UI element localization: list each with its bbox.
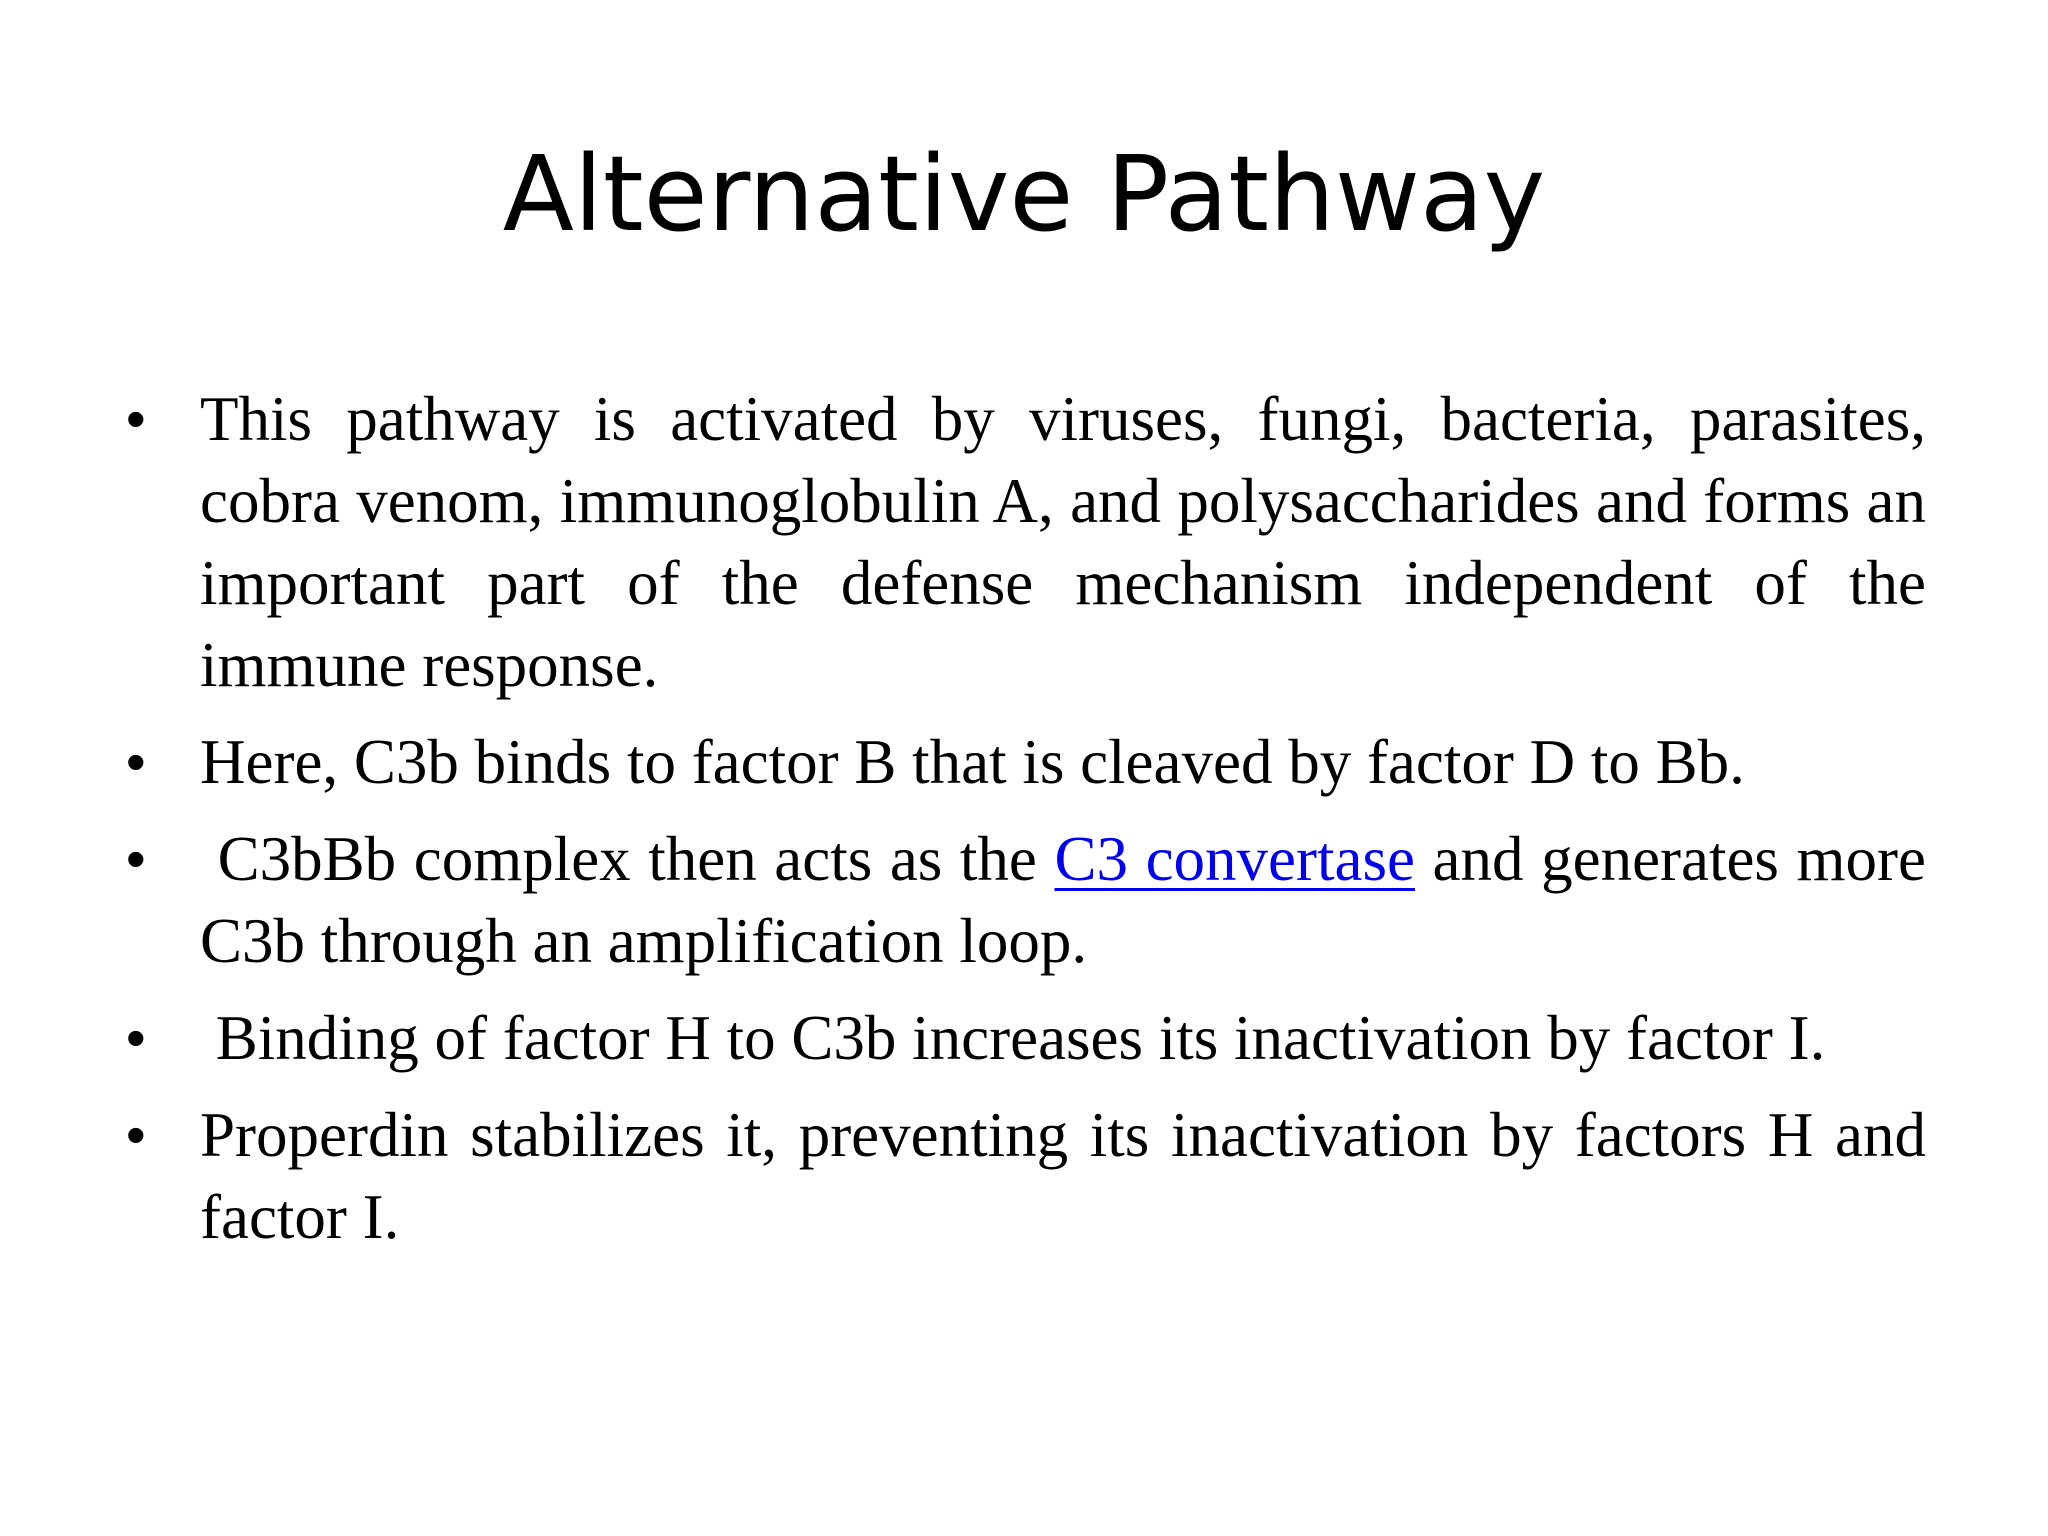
bullet-text: Here, C3b binds to factor B that is cleaved by factor D to Bb.	[200, 727, 1745, 797]
slide-title: Alternative Pathway	[502, 133, 1546, 255]
bullet-item-properdin	[126, 1094, 1926, 1258]
bullet-item-factor-b	[126, 721, 1926, 803]
bullet-text: This pathway is activated by viruses, fungi, bacteria, parasites, cobra venom, immunoglobulin A, and polysaccharides and forms an important part of the defense mechanism independent of the immune response.	[200, 384, 1926, 700]
c3-convertase-link[interactable]: C3 convertase	[1054, 824, 1415, 894]
bullet-text: Properdin stabilizes it, preventing its inactivation by factors H and factor I.	[200, 1100, 1926, 1252]
bullet-item-convertase	[126, 818, 1926, 982]
bullet-item-activators	[126, 378, 1926, 706]
bullet-icon: •	[126, 827, 146, 890]
bullet-item-factor-h	[126, 997, 1926, 1079]
bullet-text: Binding of factor H to C3b increases its inactivation by factor I.	[200, 1003, 1826, 1073]
bullet-text-before-link: C3bBb complex then acts as the	[200, 824, 1055, 894]
bullet-icon: •	[126, 730, 146, 793]
bullet-text-after-link: and generates more C3b through an amplification loop.	[200, 824, 1926, 976]
bullet-icon: •	[126, 387, 146, 450]
bullet-list	[126, 378, 1926, 1273]
bullet-icon: •	[126, 1103, 146, 1166]
bullet-icon: •	[126, 1006, 146, 1069]
